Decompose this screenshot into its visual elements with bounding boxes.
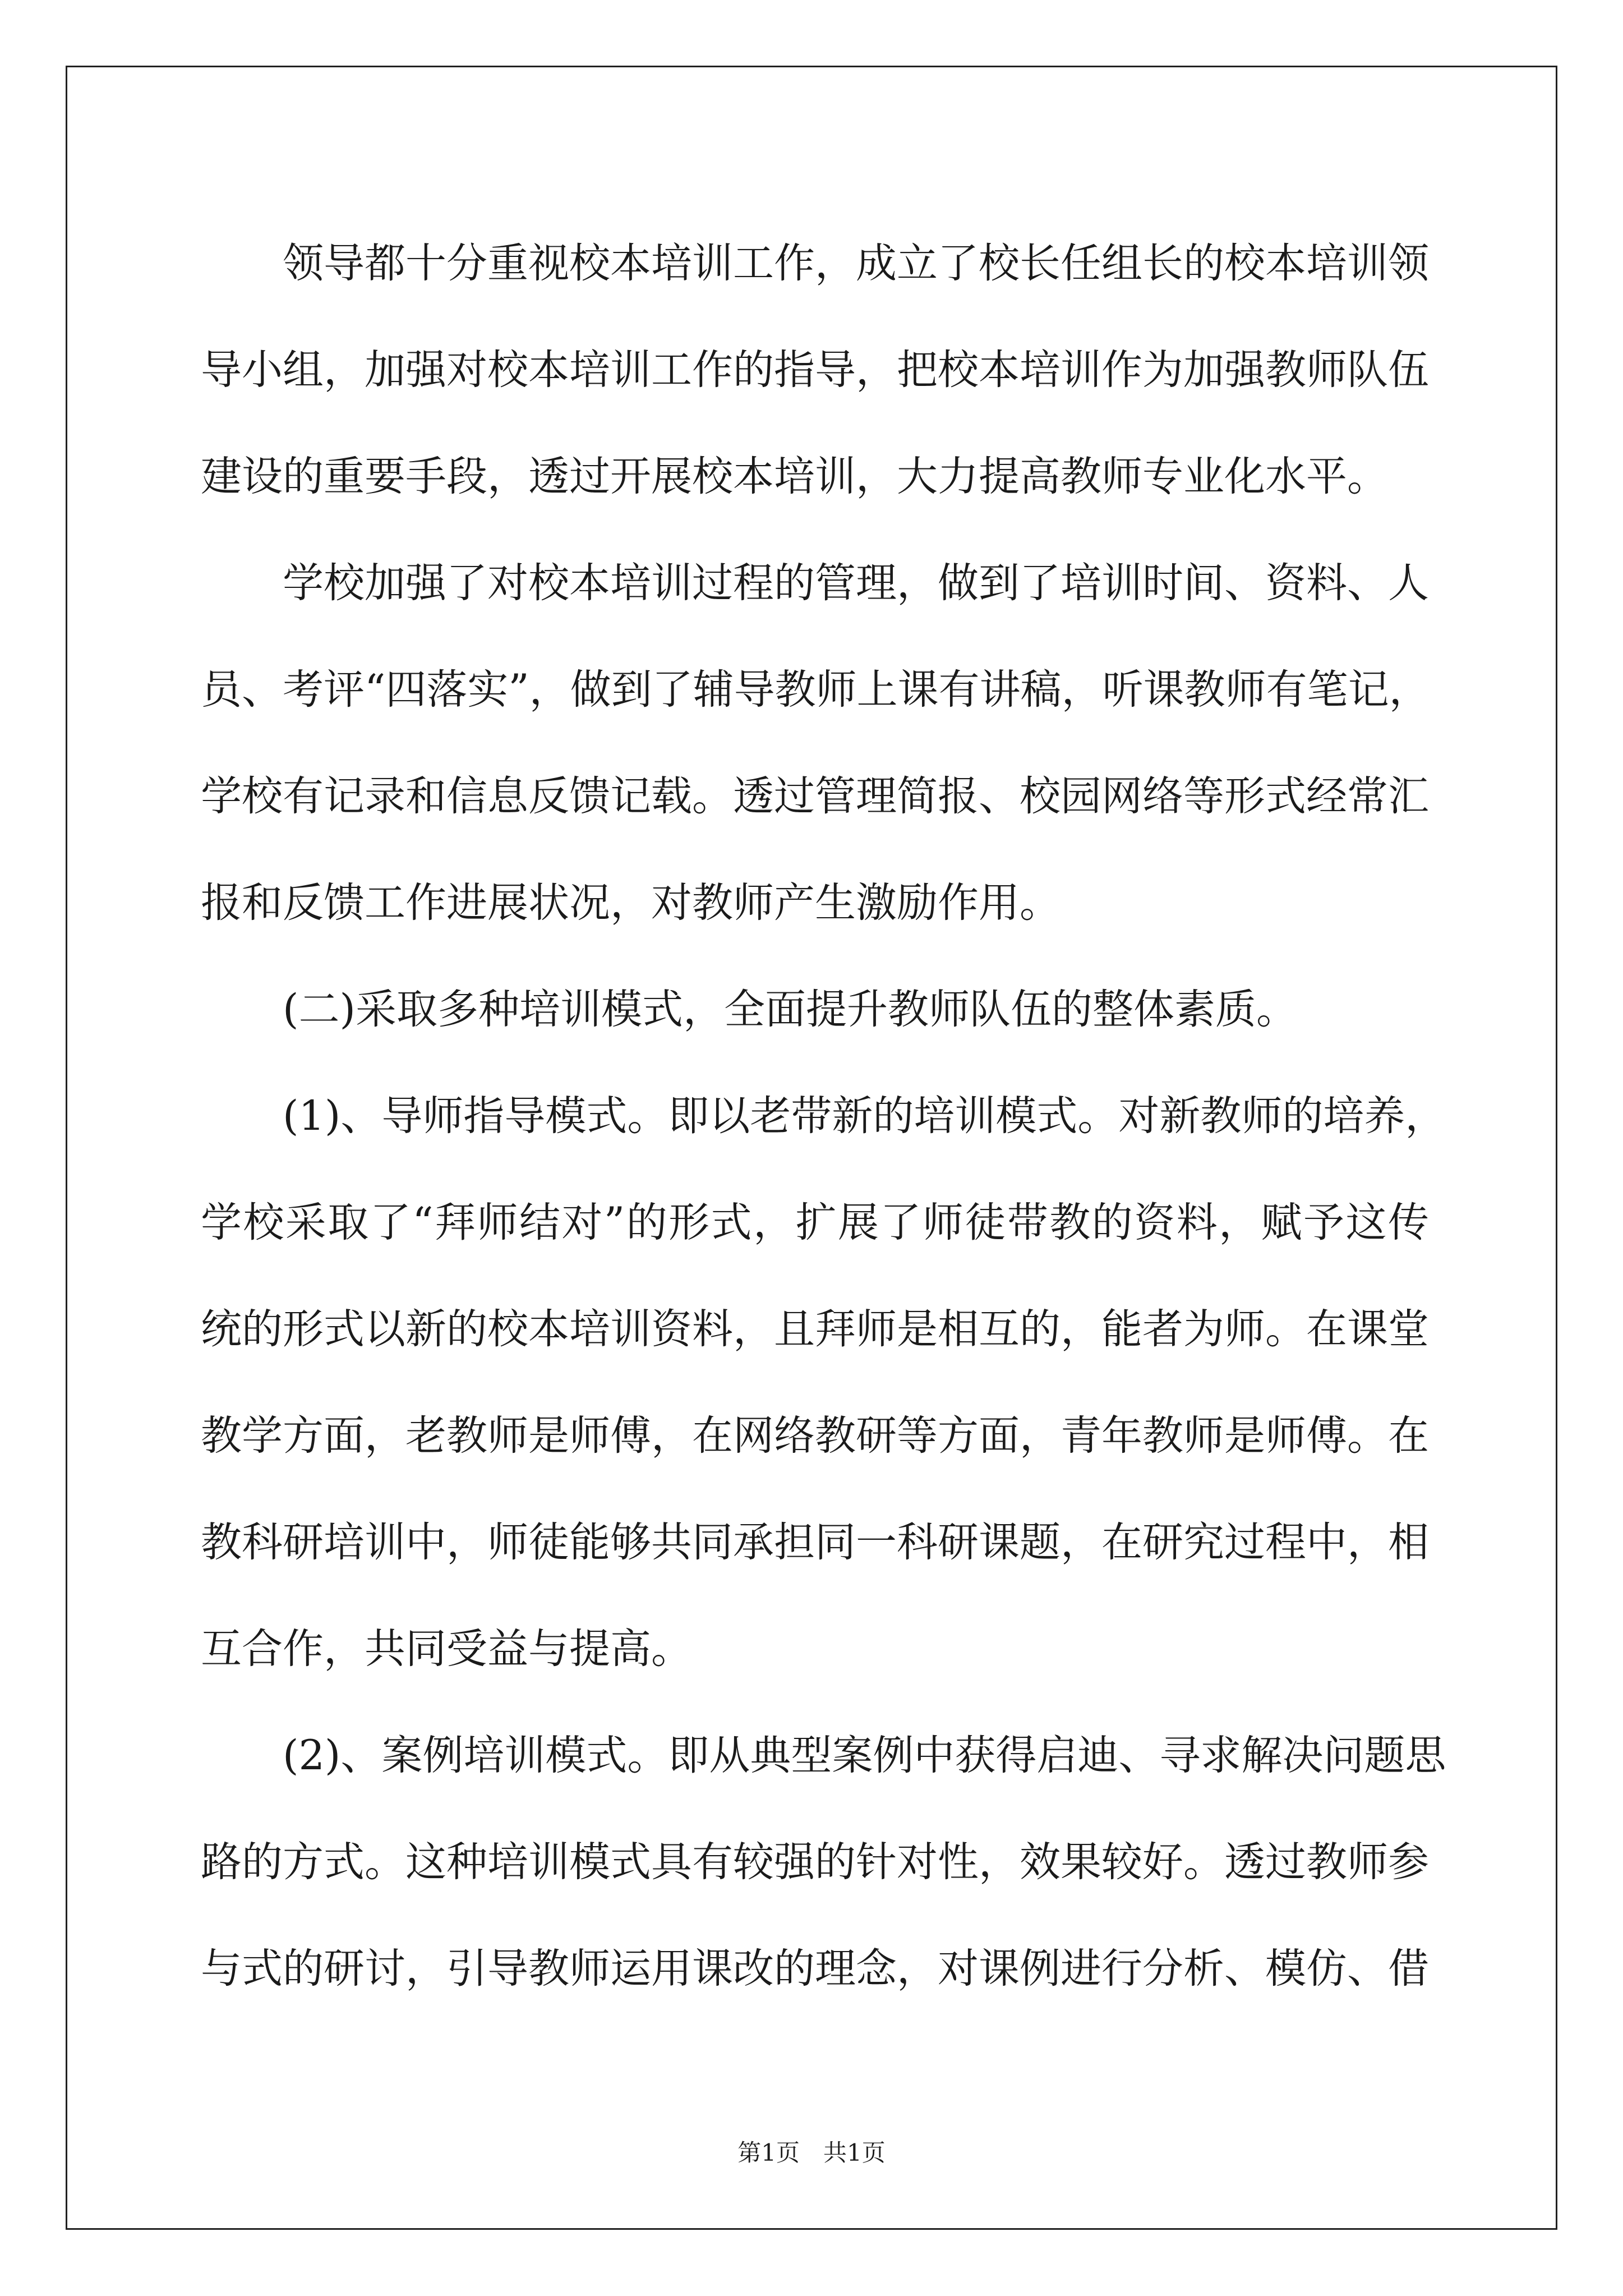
text-line: 教科研培训中，师徒能够共同承担同一科研课题，在研究过程中，相	[201, 1519, 1429, 1566]
text-line: (1)、导师指导模式。即以老带新的培训模式。对新教师的培养，	[283, 1092, 1446, 1140]
text-line: (二)采取多种培训模式，全面提升教师队伍的整体素质。	[283, 986, 1297, 1033]
text-line: 互合作，共同受益与提高。	[201, 1625, 692, 1673]
text-line: 与式的研讨，引导教师运用课改的理念，对课例进行分析、模仿、借	[201, 1945, 1429, 1993]
text-line: 教学方面，老教师是师傅，在网络教研等方面，青年教师是师傅。在	[201, 1412, 1429, 1460]
text-line: 报和反馈工作进展状况，对教师产生激励作用。	[201, 879, 1061, 927]
text-line: 导小组，加强对校本培训工作的指导，把校本培训作为加强教师队伍	[201, 346, 1429, 394]
text-line: 统的形式以新的校本培训资料，且拜师是相互的，能者为师。在课堂	[201, 1305, 1429, 1353]
text-line: 学校加强了对校本培训过程的管理，做到了培训时间、资料、人	[283, 559, 1429, 607]
document-body	[201, 210, 1446, 2022]
text-line: 路的方式。这种培训模式具有较强的针对性，效果较好。透过教师参	[201, 1838, 1429, 1886]
text-line: 建设的重要手段，透过开展校本培训，大力提高教师专业化水平。	[201, 453, 1388, 500]
text-line: 学校采取了“拜师结对”的形式，扩展了师徒带教的资料，赋予这传	[201, 1199, 1429, 1246]
text-line: (2)、案例培训模式。即从典型案例中获得启迪、寻求解决问题思	[283, 1732, 1446, 1779]
text-line: 员、考评“四落实”，做到了辅导教师上课有讲稿，听课教师有笔记，	[201, 666, 1430, 714]
text-line: 学校有记录和信息反馈记载。透过管理简报、校园网络等形式经常汇	[201, 772, 1429, 820]
text-line: 领导都十分重视校本培训工作，成立了校长任组长的校本培训领	[283, 240, 1429, 287]
page-footer: 第1页 共1页	[737, 2139, 886, 2166]
